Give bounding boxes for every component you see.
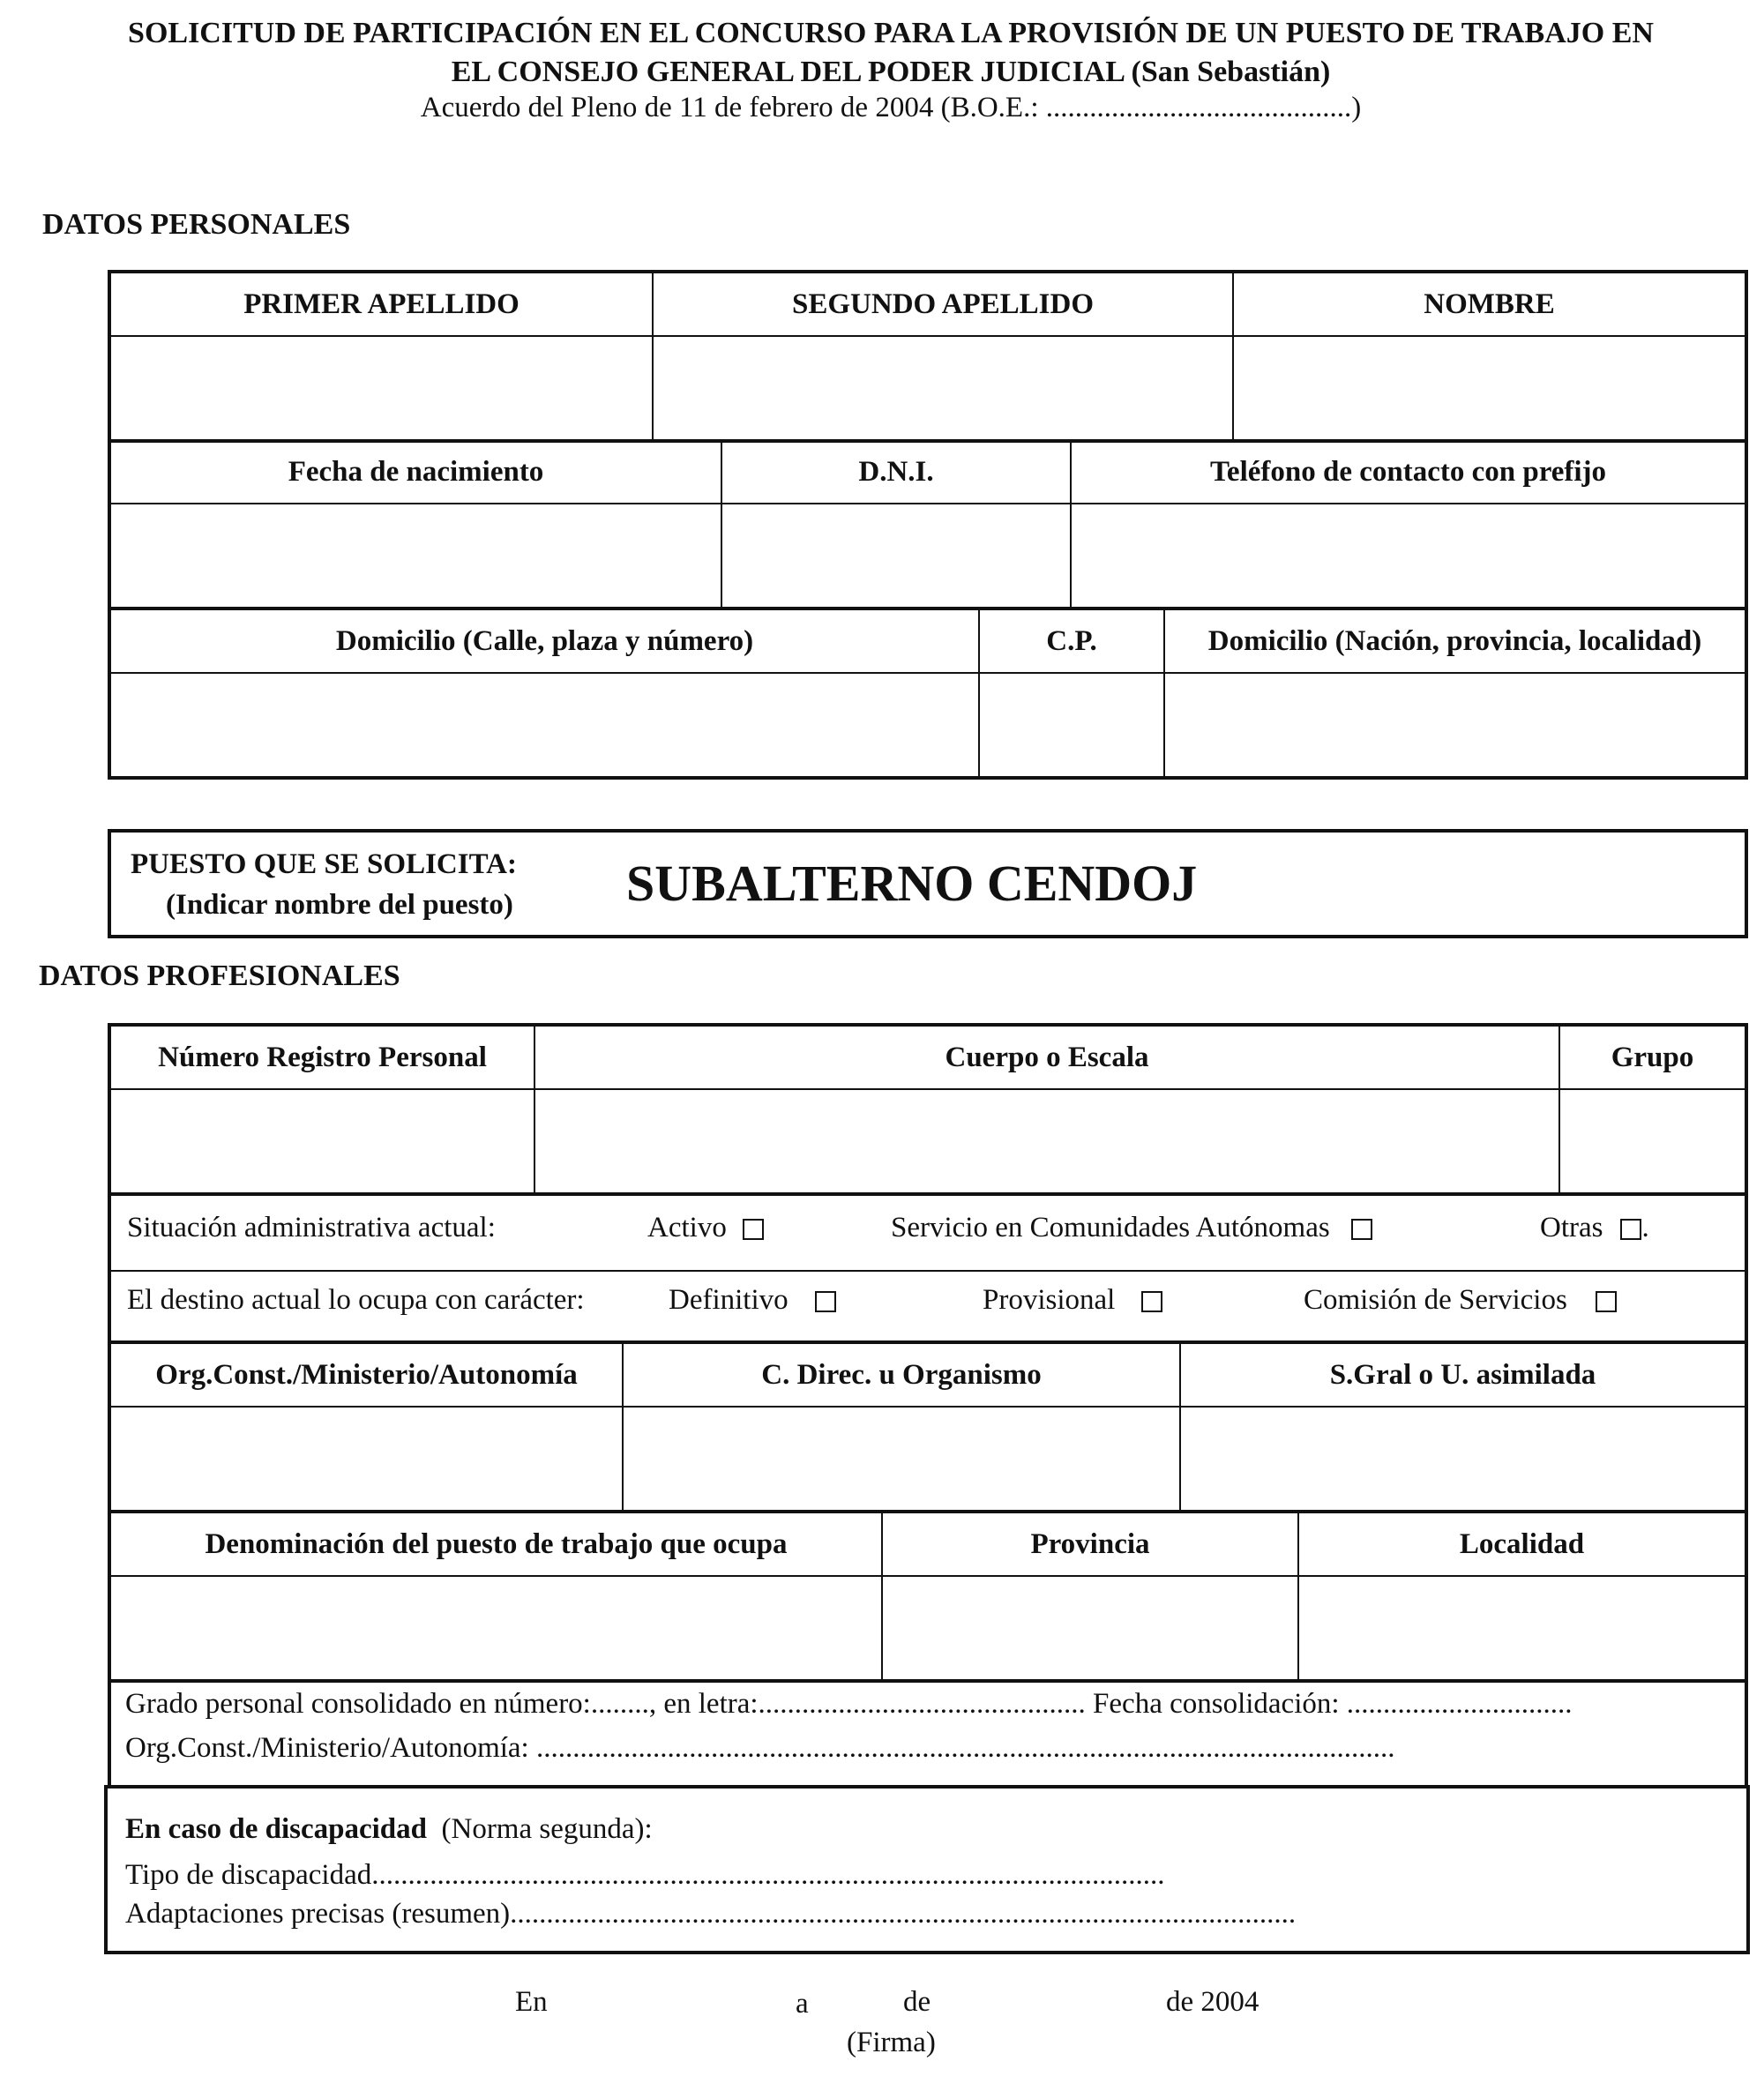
field-org-const[interactable] [109, 1407, 623, 1512]
header-cuerpo-escala: Cuerpo o Escala [534, 1025, 1559, 1089]
header-sgral: S.Gral o U. asimilada [1180, 1343, 1746, 1407]
situacion-otras-suffix: . [1641, 1212, 1649, 1243]
header-primer-apellido: PRIMER APELLIDO [109, 272, 653, 336]
discapacidad-title-bold: En caso de discapacidad [125, 1813, 427, 1845]
puesto-label-hint: (Indicar nombre del puesto) [166, 889, 513, 921]
grado-box [108, 1679, 1748, 1785]
footer-de-2004: de 2004 [1166, 1986, 1259, 2018]
personal-id-table [108, 439, 1748, 610]
field-nombre[interactable] [1233, 336, 1746, 441]
destino-provisional[interactable] [983, 1284, 1162, 1317]
checkbox-otras[interactable] [1620, 1219, 1641, 1240]
header-dni: D.N.I. [721, 440, 1071, 504]
header-registro-personal: Número Registro Personal [109, 1025, 534, 1089]
field-segundo-apellido[interactable] [653, 336, 1233, 441]
footer-a: a [796, 1988, 809, 2020]
header-org-const: Org.Const./Ministerio/Autonomía [109, 1343, 623, 1407]
situacion-activo[interactable] [647, 1212, 764, 1244]
field-grupo[interactable] [1559, 1089, 1746, 1194]
discapacidad-box [104, 1785, 1750, 1954]
header-denominacion: Denominación del puesto de trabajo que ocupa [109, 1512, 882, 1576]
header-domicilio-nacion: Domicilio (Nación, provincia, localidad) [1164, 609, 1746, 673]
header-domicilio-calle: Domicilio (Calle, plaza y número) [109, 609, 979, 673]
field-dni[interactable] [721, 504, 1071, 609]
field-localidad[interactable] [1298, 1576, 1746, 1681]
discapacidad-tipo[interactable]: Tipo de discapacidad............................................................................................................. [125, 1859, 1165, 1891]
field-domicilio-calle[interactable] [109, 673, 979, 778]
header-telefono: Teléfono de contacto con prefijo [1071, 440, 1746, 504]
section-title-personal: DATOS PERSONALES [42, 208, 351, 241]
field-cp[interactable] [979, 673, 1164, 778]
profesional-puesto-table [108, 1512, 1748, 1683]
form-subtitle: Acuerdo del Pleno de 11 de febrero de 2004 (B.O.E.: ..........................................) [420, 92, 1362, 123]
field-telefono[interactable] [1071, 504, 1746, 609]
destino-definitivo-label: Definitivo [669, 1284, 789, 1316]
destino-definitivo[interactable] [669, 1284, 836, 1317]
situacion-comunidades-label: Servicio en Comunidades Autónomas [891, 1212, 1330, 1243]
header-fecha-nacimiento: Fecha de nacimiento [109, 440, 721, 504]
field-provincia[interactable] [882, 1576, 1298, 1681]
header-cp: C.P. [979, 609, 1164, 673]
discapacidad-title [125, 1813, 653, 1846]
form-title-line2: EL CONSEJO GENERAL DEL PODER JUDICIAL (San Sebastián) [451, 56, 1331, 88]
field-registro-personal[interactable] [109, 1089, 534, 1194]
footer-firma: (Firma) [847, 2027, 936, 2058]
field-primer-apellido[interactable] [109, 336, 653, 441]
personal-name-table [108, 270, 1748, 443]
destino-provisional-label: Provisional [983, 1284, 1116, 1316]
header-segundo-apellido: SEGUNDO APELLIDO [653, 272, 1233, 336]
checkbox-activo[interactable] [743, 1219, 764, 1240]
destino-label: El destino actual lo ocupa con carácter: [127, 1284, 585, 1316]
footer-en: En [515, 1986, 548, 2018]
situacion-box [108, 1196, 1748, 1344]
puesto-box [108, 829, 1748, 938]
footer-de: de [903, 1986, 931, 2018]
situacion-otras-label: Otras [1540, 1212, 1603, 1243]
situacion-comunidades[interactable] [891, 1212, 1372, 1244]
discapacidad-title-rest: (Norma segunda): [441, 1813, 653, 1845]
profesional-organismo-table [108, 1342, 1748, 1513]
situacion-activo-label: Activo [647, 1212, 727, 1243]
field-domicilio-nacion[interactable] [1164, 673, 1746, 778]
header-provincia: Provincia [882, 1512, 1298, 1576]
header-direc-organismo: C. Direc. u Organismo [623, 1343, 1180, 1407]
puesto-label: PUESTO QUE SE SOLICITA: [131, 848, 517, 880]
destino-comision-label: Comisión de Servicios [1304, 1284, 1567, 1316]
field-direc-organismo[interactable] [623, 1407, 1180, 1512]
form-title-line1: SOLICITUD DE PARTICIPACIÓN EN EL CONCURSO PARA LA PROVISIÓN DE UN PUESTO DE TRABAJO EN [128, 17, 1654, 49]
field-fecha-nacimiento[interactable] [109, 504, 721, 609]
checkbox-definitivo[interactable] [815, 1291, 836, 1312]
grado-line[interactable]: Grado personal consolidado en número:........, en letra:............................................. Fecha consolidación: ............................... [125, 1688, 1573, 1720]
profesional-registro-table [108, 1023, 1748, 1196]
situacion-otras[interactable] [1540, 1212, 1649, 1244]
checkbox-comunidades[interactable] [1351, 1219, 1372, 1240]
discapacidad-adaptaciones[interactable]: Adaptaciones precisas (resumen)............................................................................................................ [125, 1898, 1297, 1930]
field-denominacion[interactable] [109, 1576, 882, 1681]
grado-org-line[interactable]: Org.Const./Ministerio/Autonomía: ...................................................................................................................... [125, 1732, 1395, 1764]
puesto-value[interactable]: SUBALTERNO CENDOJ [626, 855, 1198, 912]
header-nombre: NOMBRE [1233, 272, 1746, 336]
checkbox-provisional[interactable] [1141, 1291, 1162, 1312]
header-grupo: Grupo [1559, 1025, 1746, 1089]
field-cuerpo-escala[interactable] [534, 1089, 1559, 1194]
header-localidad: Localidad [1298, 1512, 1746, 1576]
field-sgral[interactable] [1180, 1407, 1746, 1512]
checkbox-comision[interactable] [1596, 1291, 1617, 1312]
divider [111, 1270, 1745, 1272]
situacion-label: Situación administrativa actual: [127, 1212, 496, 1243]
personal-address-table [108, 609, 1748, 780]
section-title-profesional: DATOS PROFESIONALES [39, 960, 400, 992]
destino-comision[interactable] [1304, 1284, 1617, 1317]
